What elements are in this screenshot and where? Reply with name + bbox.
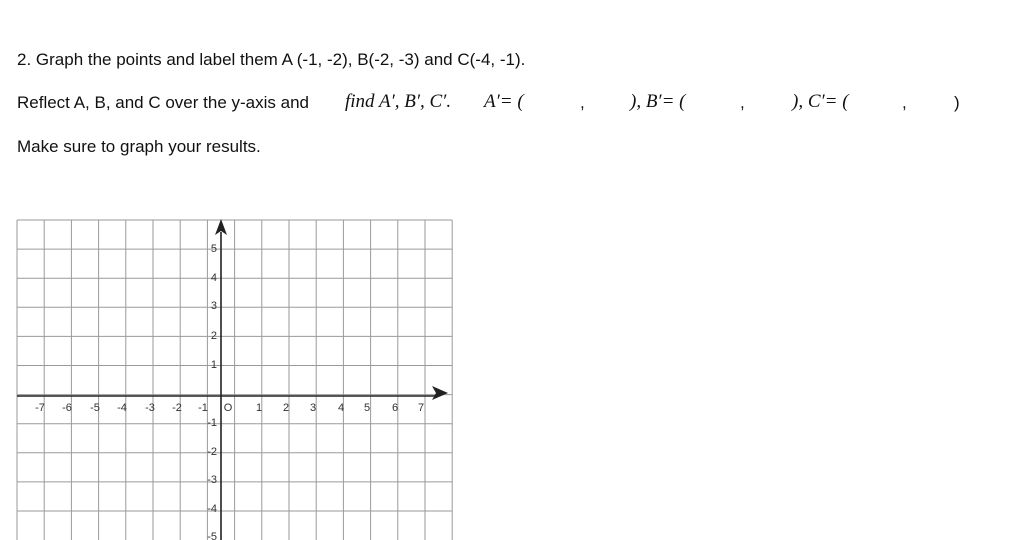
- y-tick-label: 4: [210, 272, 217, 284]
- grid-lines: [17, 220, 452, 540]
- x-axis-arrow-icon: [432, 386, 448, 400]
- x-tick-label: -1: [198, 402, 208, 414]
- a-prime-comma: ,: [580, 93, 585, 112]
- b-prime-label: ), B′= (: [630, 91, 686, 112]
- c-prime-close-paren: ): [954, 93, 960, 112]
- x-tick-label: -5: [90, 402, 100, 414]
- x-tick-label: -7: [35, 402, 45, 414]
- a-prime-label: A′= (: [484, 91, 524, 112]
- origin-label: O: [223, 402, 233, 414]
- x-tick-label: -3: [145, 402, 155, 414]
- b-prime-comma: ,: [740, 93, 745, 112]
- y-tick-label: 5: [210, 243, 217, 255]
- y-tick-label: 3: [210, 300, 217, 312]
- c-prime-comma: ,: [902, 93, 907, 112]
- y-tick-label: -2: [207, 446, 217, 458]
- x-tick-label: 5: [363, 402, 371, 414]
- y-tick-label: 1: [210, 359, 217, 371]
- x-tick-label: 6: [391, 402, 399, 414]
- y-tick-label: 2: [210, 330, 217, 342]
- y-tick-label: -4: [207, 503, 217, 515]
- x-tick-label: 3: [309, 402, 317, 414]
- x-tick-label: 1: [255, 402, 263, 414]
- axis-labels: [35, 243, 424, 540]
- problem-line-3: Make sure to graph your results.: [17, 137, 261, 156]
- x-tick-label: -4: [117, 402, 127, 414]
- x-tick-label: -6: [62, 402, 72, 414]
- x-tick-label: 2: [282, 402, 290, 414]
- y-tick-label: -1: [207, 417, 217, 429]
- x-tick-label: 7: [417, 402, 425, 414]
- c-prime-label: ), C′= (: [792, 91, 849, 112]
- axes: [17, 219, 448, 540]
- reflect-instruction: Reflect A, B, and C over the y-axis and: [17, 93, 309, 112]
- x-tick-label: -2: [172, 402, 182, 414]
- x-tick-label: 4: [337, 402, 345, 414]
- y-tick-label: -3: [207, 474, 217, 486]
- problem-line-1: 2. Graph the points and label them A (-1, -2), B(-2, -3) and C(-4, -1).: [17, 50, 526, 69]
- find-primes-math: find A′, B′, C′.: [345, 91, 452, 112]
- y-tick-label: -5: [207, 531, 217, 540]
